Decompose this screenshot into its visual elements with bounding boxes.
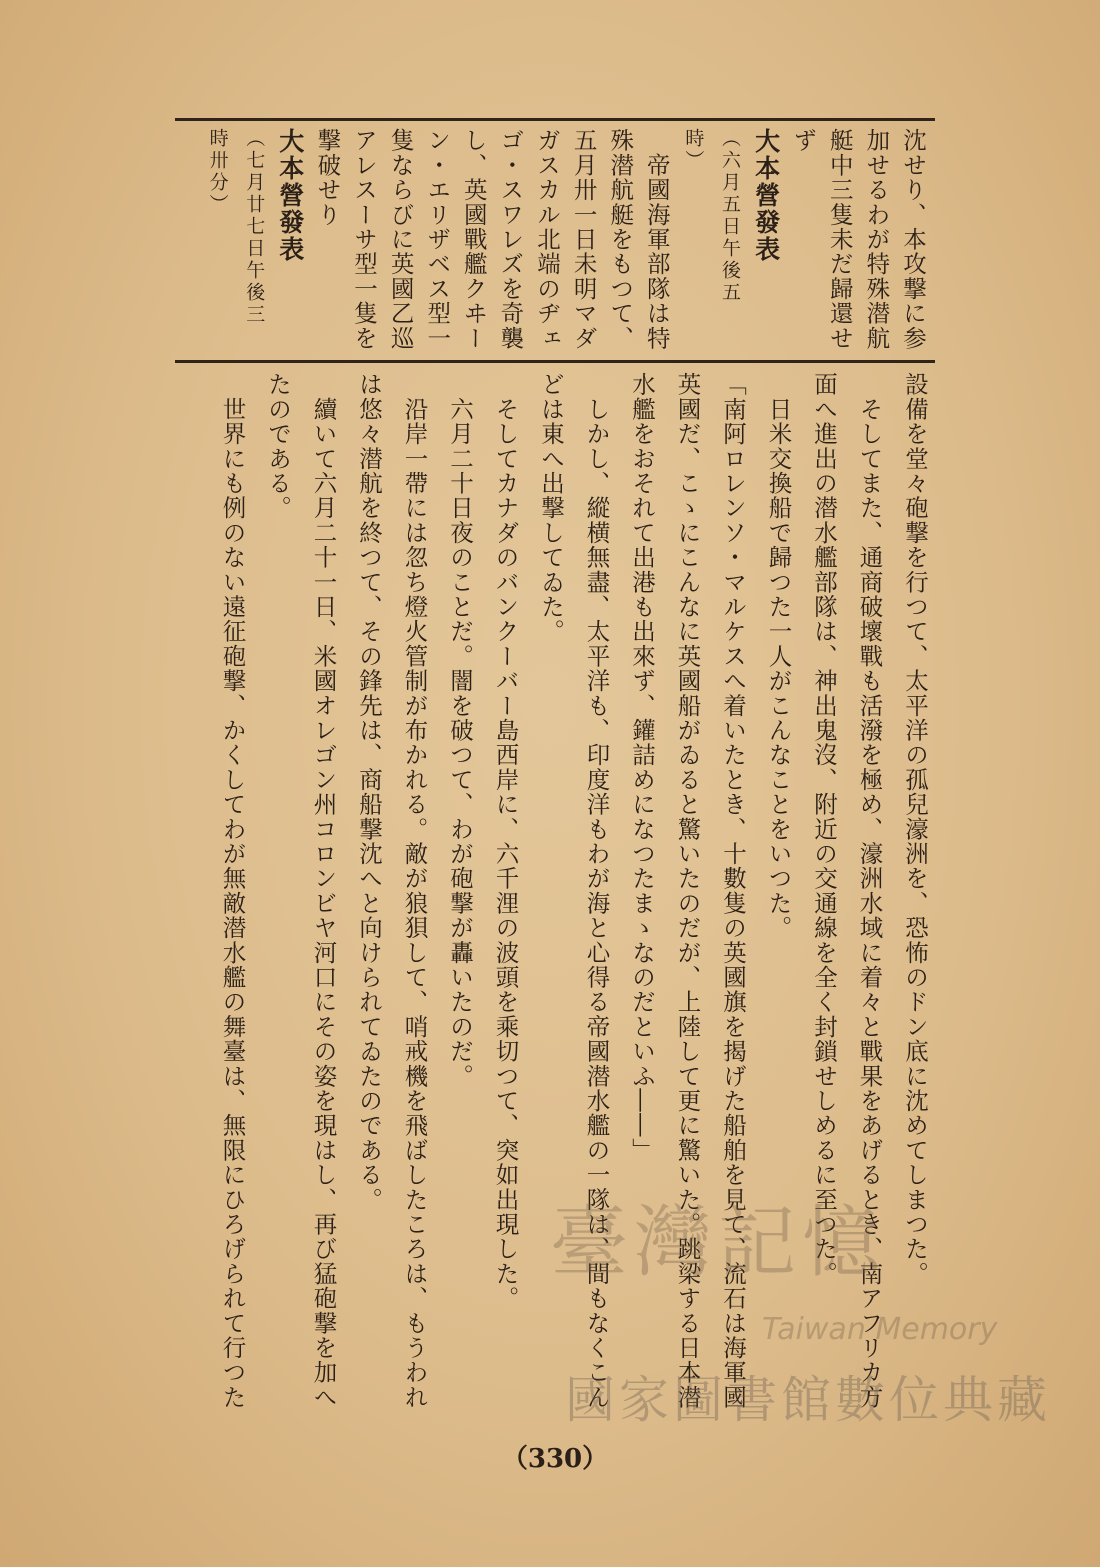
watermark-chinese: 臺灣記憶: [550, 1198, 887, 1288]
body-text-column: 水艦をおそれて出港も出來ず、鑵詰めになつたまゝなのだといふ――」: [628, 372, 656, 1163]
announcement-heading: 大本營發表: [275, 128, 305, 263]
announcement-line: 時卅分）: [206, 128, 229, 216]
body-text-column: どは東へ出撃してゐた。: [537, 372, 565, 644]
announcement-line: （六月五日午後五: [719, 128, 741, 304]
body-text-column: 設備を堂々砲撃を行つて、太平洋の孤兒濠洲を、恐怖のドン底に沈めてしまつた。: [901, 372, 929, 1286]
body-text-column: そしてまた、通商破壞戰も活潑を極め、濠洲水域に着々と戰果をあげるとき、南アフリカ方: [855, 372, 884, 1410]
body-text-column: 世界にも例のない遠征砲撃、かくしてわが無敵潜水艦の舞臺は、無限にひろげられて行つた: [218, 372, 247, 1410]
page-number: （330）: [501, 1444, 609, 1474]
body-text-column: 「南阿ロレンソ・マルケスへ着いたとき、十數隻の英國旗を揭げた船舶を見て、流石は海軍國: [719, 372, 747, 1410]
body-text-column: たのである。: [264, 372, 292, 521]
body-text-column: は悠々潜航を終つて、その鋒先は、商船撃沈へと向けられてゐたのである。: [355, 372, 383, 1212]
body-text-column: 面へ進出の潜水艦部隊は、神出鬼沒、附近の交通線を全く封鎖せしめるに至つた。: [810, 372, 838, 1286]
announcement-line: 殊潜航艇をもつて、: [606, 128, 635, 351]
announcement-line: 帝國海軍部隊は特: [642, 128, 671, 351]
announcement-line: 加せるわが特殊潜航: [862, 128, 891, 351]
announcement-line: （七月廿七日午後三: [243, 128, 266, 326]
announcement-line: ガスカル北端のヂェ: [533, 128, 561, 351]
announcement-line: し、英國戰艦クヰー: [459, 128, 488, 351]
announcement-line: 撃破せり: [313, 128, 342, 227]
announcement-line: 時）: [682, 128, 705, 172]
watermark-english: Taiwan Memory: [762, 1312, 998, 1347]
announcement-line: 艇中三隻未だ歸還せ: [825, 128, 854, 351]
body-text-column: 英國だ、こゝにこんなに英國船がゐると驚いたのだが、上陸して更に驚いた。跳梁する日本潜: [673, 372, 702, 1410]
body-text-column: そしてカナダのバンクーバー島西岸に、六千浬の波頭を乘切つて、突如出現した。: [491, 372, 520, 1311]
announcement-line: 五月卅一日未明マダ: [569, 128, 598, 351]
body-text-column: 六月二十日夜のことだ。闇を破つて、わが砲撃が轟いたのだ。: [446, 372, 474, 1089]
announcement-line: ゴ・スワレズを奇襲: [496, 128, 525, 351]
body-text-column: 沿岸一帶には忽ち燈火管制が布かれる。敵が狼狽して、哨戒機を飛ばしたころは、もうわれ: [400, 372, 429, 1410]
announcement-line: ず: [789, 128, 818, 153]
announcement-line: ン・エリザベス型一: [423, 128, 452, 351]
announcement-heading: 大本營發表: [751, 128, 781, 263]
watermark-library: 國家圖書館數位典藏: [565, 1371, 1051, 1429]
announcement-line: アレスーサ型一隻を: [350, 128, 378, 351]
body-text-column: 日米交換船で歸つた一人がこんなことをいつた。: [764, 372, 793, 941]
top-rule: [175, 118, 935, 121]
body-text-column: しかし、縱横無盡、太平洋も、印度洋もわが海と心得る帝國潜水艦の一隊は、間もなくこん: [582, 372, 611, 1410]
middle-rule: [175, 360, 935, 363]
announcement-line: 沈せり、本攻撃に参: [899, 128, 927, 351]
announcement-line: 隻ならびに英國乙巡: [386, 128, 415, 351]
body-text-column: 續いて六月二十一日、米國オレゴン州コロンビヤ河口にその姿を現はし、再び猛砲撃を加へ: [309, 372, 338, 1410]
